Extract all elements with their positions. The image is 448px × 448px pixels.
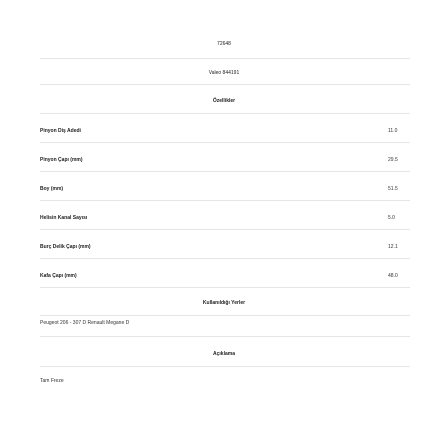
spec-row [40,214,410,222]
divider [40,366,410,367]
divider [40,142,410,143]
spec-row [40,272,410,280]
spec-value: 51.5 [388,186,398,192]
spec-row [40,156,410,164]
divider [40,84,410,85]
spec-row [40,243,410,251]
divider [40,336,410,337]
spec-row [40,185,410,193]
spec-label: Boy (mm) [40,186,64,192]
spec-label: Helisin Kanal Sayısı [40,215,88,221]
spec-label: Kafa Çapı (mm) [40,273,77,279]
divider [40,113,410,114]
spec-value: 48.0 [388,273,398,279]
spec-value: 29.5 [388,157,398,163]
divider [40,229,410,230]
brand-part-number: Valeo 844191 [208,70,240,76]
spec-label: Burç Delik Çapı (mm) [40,244,91,250]
spec-value: 5.0 [388,215,395,221]
divider [40,258,410,259]
description-text: Tam Freze [40,378,64,384]
divider [40,58,410,59]
divider [40,287,410,288]
spec-value: 11.0 [388,128,398,134]
spec-value: 12.1 [388,244,398,250]
divider [40,315,410,316]
compatible-vehicles: Peugeot 206 - 307 D Renault Megane D [40,320,130,326]
divider [40,200,410,201]
spec-label: Pinyon Çapı (mm) [40,157,83,163]
description-heading: Açıklama [213,351,235,357]
spec-label: Pinyon Diş Adedi [40,128,81,134]
divider [40,171,410,172]
usage-heading: Kullanıldığı Yerler [202,300,246,306]
spec-row [40,127,410,135]
product-code: 72648 [217,41,231,47]
features-heading: Özellikler [212,98,236,104]
